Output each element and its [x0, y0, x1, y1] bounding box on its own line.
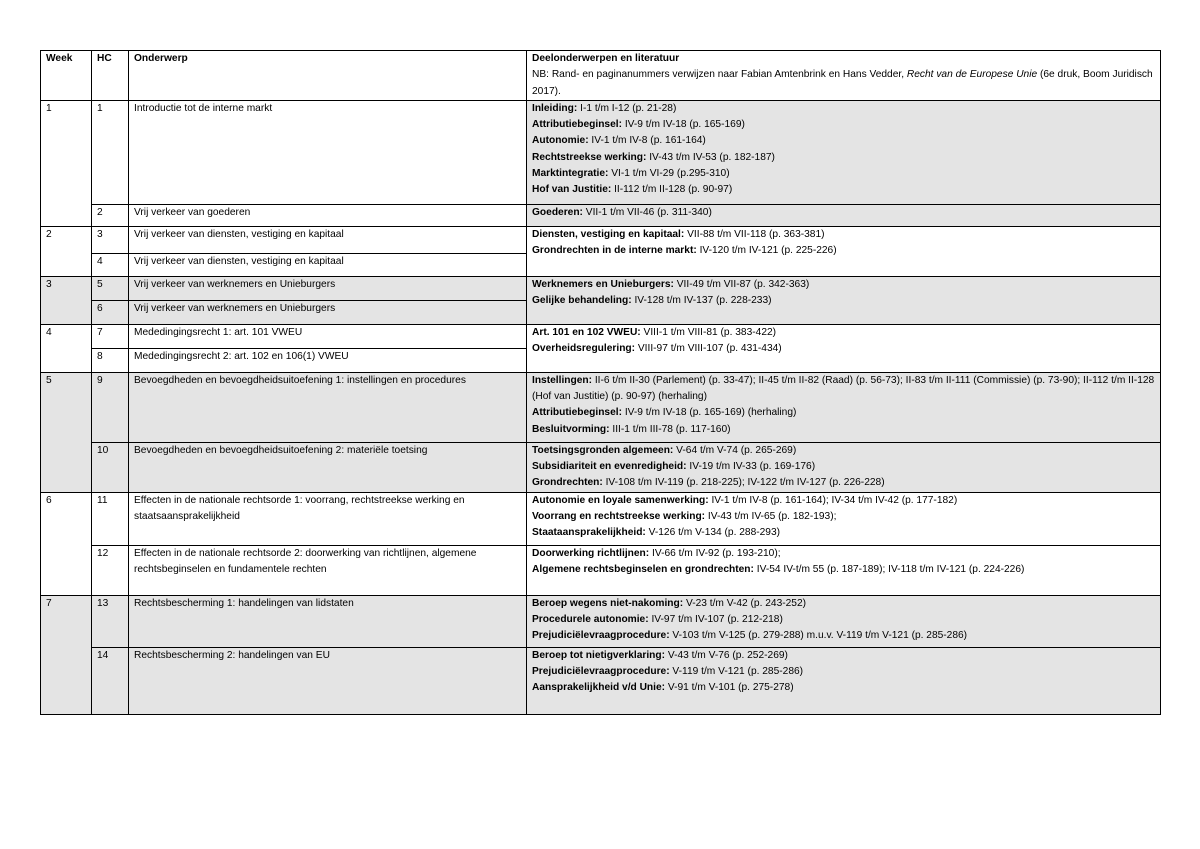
table-row	[41, 204, 1161, 226]
literature-reference: IV-1 t/m IV-8 (p. 161-164)	[588, 135, 706, 147]
onderwerp-cell: Rechtsbescherming 2: handelingen van EU	[129, 647, 527, 714]
literature-note: NB: Rand- en paginanummers verwijzen naar Fabian Amtenbrink en Hans Vedder, Recht van de Europese Unie (6e druk, Boom Juridisch 2017).	[532, 69, 1153, 97]
literature-line	[532, 509, 1155, 525]
onderwerp-cell: Vrij verkeer van werknemers en Unieburgers	[129, 276, 527, 300]
hc-cell: 3	[92, 226, 129, 253]
literature-topic: Attributiebeginsel:	[532, 119, 622, 131]
table-row	[41, 276, 1161, 300]
literature-cell	[527, 276, 1161, 324]
literature-line	[532, 405, 1155, 421]
literature-cell	[527, 442, 1161, 492]
literature-cell	[527, 324, 1161, 372]
onderwerp-cell: Mededingingsrecht 2: art. 102 en 106(1) VWEU	[129, 348, 527, 372]
literature-reference: V-64 t/m V-74 (p. 265-269)	[673, 444, 797, 456]
literature-reference: V-103 t/m V-125 (p. 279-288) m.u.v. V-119 t/m V-121 (p. 285-286)	[669, 630, 968, 642]
literature-cell	[527, 595, 1161, 647]
literature-line	[532, 562, 1155, 578]
literature-reference: I-1 t/m I-12 (p. 21-28)	[577, 102, 677, 114]
literature-reference: IV-43 t/m IV-53 (p. 182-187)	[646, 151, 775, 163]
literature-topic: Goederen:	[532, 206, 583, 218]
week-cell: 3	[41, 276, 92, 324]
literature-topic: Prejudiciëlevraagprocedure:	[532, 666, 670, 678]
literature-reference: IV-1 t/m IV-8 (p. 161-164); IV-34 t/m IV-42 (p. 177-182)	[708, 494, 958, 506]
literature-line	[532, 596, 1155, 612]
hc-cell: 7	[92, 324, 129, 348]
hc-cell: 1	[92, 100, 129, 204]
literature-line	[532, 664, 1155, 680]
literature-reference: V-126 t/m V-134 (p. 288-293)	[645, 527, 781, 539]
literature-topic: Prejudiciëlevraagprocedure:	[532, 630, 670, 642]
literature-line	[532, 648, 1155, 664]
literature-reference: IV-108 t/m IV-119 (p. 218-225); IV-122 t/m IV-127 (p. 226-228)	[602, 477, 885, 489]
literature-cell	[527, 545, 1161, 595]
literature-line	[532, 227, 1155, 243]
header-deelonderwerpen: Deelonderwerpen en literatuur NB: Rand- en paginanummers verwijzen naar Fabian Amtenbrink en Hans Vedder, Recht van de Europese Unie (6e druk, Boom Juridisch 2017).	[527, 51, 1161, 101]
onderwerp-cell: Vrij verkeer van diensten, vestiging en kapitaal	[129, 226, 527, 253]
literature-cell	[527, 372, 1161, 442]
week-cell: 6	[41, 492, 92, 595]
literature-line	[532, 182, 1155, 198]
table-row	[41, 324, 1161, 348]
literature-line	[532, 493, 1155, 509]
literature-line	[532, 443, 1155, 459]
literature-topic: Rechtstreekse werking:	[532, 151, 647, 163]
literature-topic: Besluitvorming:	[532, 423, 610, 435]
literature-topic: Gelijke behandeling:	[532, 295, 632, 307]
literature-line	[532, 243, 1155, 259]
literature-line	[532, 680, 1155, 696]
literature-reference: IV-97 t/m IV-107 (p. 212-218)	[648, 614, 783, 626]
literature-reference: IV-66 t/m IV-92 (p. 193-210);	[649, 547, 781, 559]
onderwerp-cell: Introductie tot de interne markt	[129, 100, 527, 204]
literature-reference: VII-88 t/m VII-118 (p. 363-381)	[684, 228, 825, 240]
table-header-row	[41, 51, 1161, 101]
literature-reference: IV-19 t/m IV-33 (p. 169-176)	[686, 461, 816, 473]
literature-line	[532, 546, 1155, 562]
literature-cell	[527, 492, 1161, 545]
table-row	[41, 372, 1161, 442]
literature-topic: Algemene rechtsbeginselen en grondrechten:	[532, 564, 754, 576]
literature-reference: V-43 t/m V-76 (p. 252-269)	[665, 649, 788, 661]
hc-cell: 12	[92, 545, 129, 595]
onderwerp-cell: Bevoegdheden en bevoegdheidsuitoefening 1: instellingen en procedures	[129, 372, 527, 442]
literature-reference: V-119 t/m V-121 (p. 285-286)	[669, 666, 804, 678]
literature-reference: VI-1 t/m VI-29 (p.295-310)	[608, 168, 730, 180]
literature-reference: IV-120 t/m IV-121 (p. 225-226)	[696, 245, 837, 257]
course-schedule-table	[40, 50, 1161, 715]
literature-line	[532, 133, 1155, 149]
literature-line	[532, 293, 1155, 309]
literature-line	[532, 325, 1155, 341]
table-row	[41, 100, 1161, 204]
hc-cell: 8	[92, 348, 129, 372]
literature-topic: Voorrang en rechtstreekse werking:	[532, 511, 706, 523]
literature-reference: II-6 t/m II-30 (Parlement) (p. 33-47); II-45 t/m II-82 (Raad) (p. 56-73); II-83 t/m II-111 (Commissie) (p. 73-90); II-112 t/m II-128 (Hof van Justitie) (p. 90-97) (herhaling)	[532, 374, 1155, 403]
literature-topic: Attributiebeginsel:	[532, 407, 622, 419]
literature-topic: Inleiding:	[532, 102, 578, 114]
literature-reference: II-112 t/m II-128 (p. 90-97)	[611, 184, 733, 196]
literature-topic: Hof van Justitie:	[532, 184, 612, 196]
literature-cell	[527, 204, 1161, 226]
literature-topic: Doorwerking richtlijnen:	[532, 547, 650, 559]
literature-topic: Werknemers en Unieburgers:	[532, 278, 674, 290]
literature-reference: V-23 t/m V-42 (p. 243-252)	[683, 597, 807, 609]
hc-cell: 14	[92, 647, 129, 714]
literature-line	[532, 612, 1155, 628]
literature-line	[532, 459, 1155, 475]
literature-reference: VII-1 t/m VII-46 (p. 311-340)	[582, 206, 712, 218]
week-cell: 4	[41, 324, 92, 372]
literature-topic: Instellingen:	[532, 374, 592, 386]
table-row	[41, 595, 1161, 647]
week-cell: 2	[41, 226, 92, 276]
literature-topic: Autonomie:	[532, 135, 589, 147]
table-row	[41, 442, 1161, 492]
literature-topic: Procedurele autonomie:	[532, 614, 649, 626]
literature-line	[532, 205, 1155, 221]
hc-cell: 10	[92, 442, 129, 492]
literature-line	[532, 373, 1155, 406]
literature-line	[532, 422, 1155, 438]
literature-cell	[527, 100, 1161, 204]
literature-line	[532, 341, 1155, 357]
hc-cell: 11	[92, 492, 129, 545]
literature-reference: IV-54 IV-t/m 55 (p. 187-189); IV-118 t/m IV-121 (p. 224-226)	[753, 564, 1025, 576]
hc-cell: 2	[92, 204, 129, 226]
onderwerp-cell: Mededingingsrecht 1: art. 101 VWEU	[129, 324, 527, 348]
literature-topic: Diensten, vestiging en kapitaal:	[532, 228, 685, 240]
literature-line	[532, 475, 1155, 491]
onderwerp-cell: Bevoegdheden en bevoegdheidsuitoefening 2: materiële toetsing	[129, 442, 527, 492]
week-cell: 5	[41, 372, 92, 492]
literature-reference: VIII-97 t/m VIII-107 (p. 431-434)	[635, 343, 782, 355]
week-cell: 1	[41, 100, 92, 226]
table-row	[41, 545, 1161, 595]
literature-line	[532, 117, 1155, 133]
literature-reference: VII-49 t/m VII-87 (p. 342-363)	[673, 278, 810, 290]
header-week: Week	[41, 51, 92, 101]
onderwerp-cell: Vrij verkeer van goederen	[129, 204, 527, 226]
literature-line	[532, 101, 1155, 117]
literature-topic: Art. 101 en 102 VWEU:	[532, 326, 641, 338]
table-row	[41, 226, 1161, 253]
literature-topic: Autonomie en loyale samenwerking:	[532, 494, 709, 506]
literature-line	[532, 166, 1155, 182]
literature-topic: Marktintegratie:	[532, 168, 609, 180]
literature-line	[532, 150, 1155, 166]
literature-topic: Staataansprakelijkheid:	[532, 527, 646, 539]
onderwerp-cell: Vrij verkeer van diensten, vestiging en kapitaal	[129, 253, 527, 276]
literature-reference: IV-9 t/m IV-18 (p. 165-169)	[622, 119, 745, 131]
hc-cell: 13	[92, 595, 129, 647]
hc-cell: 9	[92, 372, 129, 442]
literature-topic: Aansprakelijkheid v/d Unie:	[532, 682, 666, 694]
literature-line	[532, 628, 1155, 644]
literature-topic: Subsidiariteit en evenredigheid:	[532, 461, 687, 473]
onderwerp-cell: Rechtsbescherming 1: handelingen van lidstaten	[129, 595, 527, 647]
literature-topic: Grondrechten in de interne markt:	[532, 245, 697, 257]
literature-topic: Grondrechten:	[532, 477, 603, 489]
literature-topic: Overheidsregulering:	[532, 343, 636, 355]
literature-cell	[527, 226, 1161, 276]
hc-cell: 4	[92, 253, 129, 276]
literature-cell	[527, 647, 1161, 714]
literature-reference: IV-43 t/m IV-65 (p. 182-193);	[705, 511, 837, 523]
literature-topic: Beroep wegens niet-nakoming:	[532, 597, 684, 609]
hc-cell: 5	[92, 276, 129, 300]
literature-line	[532, 277, 1155, 293]
week-cell: 7	[41, 595, 92, 714]
literature-topic: Toetsingsgronden algemeen:	[532, 444, 674, 456]
literature-reference: V-91 t/m V-101 (p. 275-278)	[665, 682, 794, 694]
hc-cell: 6	[92, 300, 129, 324]
literature-reference: III-1 t/m III-78 (p. 117-160)	[609, 423, 731, 435]
header-hc: HC	[92, 51, 129, 101]
literature-reference: IV-128 t/m IV-137 (p. 228-233)	[631, 295, 772, 307]
literature-reference: IV-9 t/m IV-18 (p. 165-169) (herhaling)	[622, 407, 797, 419]
header-onderwerp: Onderwerp	[129, 51, 527, 101]
onderwerp-cell: Vrij verkeer van werknemers en Unieburgers	[129, 300, 527, 324]
table-row	[41, 647, 1161, 714]
literature-reference: VIII-1 t/m VIII-81 (p. 383-422)	[640, 326, 777, 338]
onderwerp-cell: Effecten in de nationale rechtsorde 2: doorwerking van richtlijnen, algemene rechtsbeginselen en fundamentele rechten	[129, 545, 527, 595]
literature-line	[532, 525, 1155, 541]
onderwerp-cell: Effecten in de nationale rechtsorde 1: voorrang, rechtstreekse werking en staatsaansprakelijkheid	[129, 492, 527, 545]
literature-topic: Beroep tot nietigverklaring:	[532, 649, 666, 661]
table-row	[41, 492, 1161, 545]
